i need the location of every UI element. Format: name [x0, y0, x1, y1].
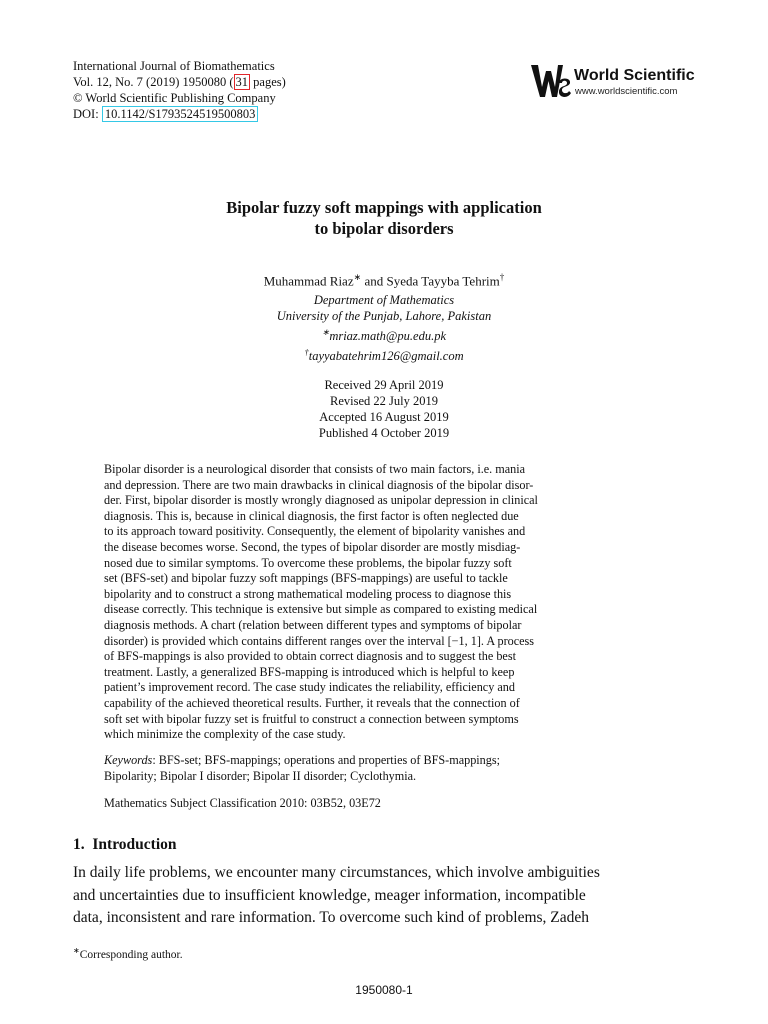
body-line: and uncertainties due to insufficient knowledge, meager information, incompatible: [73, 886, 586, 904]
affiliation: [0, 292, 768, 364]
abstract-line: to its approach toward positivity. Consequently, the element of bipolarity vanishes and: [104, 524, 526, 539]
abstract-line: diagnosis methods. A chart (relation between different types and symptoms of bipolar: [104, 617, 522, 632]
pages-link[interactable]: 31: [235, 75, 249, 89]
abstract-line: der. First, bipolar disorder is mostly wrongly diagnosed as unipolar depression in clinical: [104, 493, 538, 508]
abstract-line: which minimize the complexity of the case study.: [104, 727, 346, 742]
abstract-line: treatment. Lastly, a generalized BFS-mapping is introduced which is helpful to keep: [104, 664, 515, 679]
publisher-name: World Scientific: [574, 67, 695, 84]
body-line: data, inconsistent and rare information. To overcome such kind of problems, Zadeh: [73, 909, 590, 926]
publication-dates: [0, 377, 768, 441]
date-accepted: Accepted 16 August 2019: [319, 410, 449, 424]
abstract-line: of BFS-mappings is also provided to obtain correct diagnosis and to suggest the best: [104, 649, 516, 664]
date-revised: Revised 22 July 2019: [330, 394, 438, 408]
abstract-line: diagnosis. This is, because in clinical diagnosis, the first factor is often neglected due: [104, 508, 519, 523]
university: University of the Punjab, Lahore, Pakistan: [276, 309, 492, 323]
copyright-line: © World Scientific Publishing Company: [73, 91, 276, 105]
world-scientific-logo-icon: [529, 63, 571, 99]
author-line: Muhammad Riaz∗ and Syeda Tayyba Tehrim†: [263, 272, 505, 289]
volume-info: Vol. 12, No. 7 (2019) 1950080 ( 31 pages): [73, 75, 286, 89]
email: ∗mriaz.math@pu.edu.pk: [321, 327, 447, 344]
copyright-icon: ©: [73, 91, 83, 105]
doi-link[interactable]: 10.1142/S1793524519500803: [102, 106, 259, 122]
doi-line: DOI: 10.1142/S1793524519500803: [73, 106, 286, 122]
abstract-line: disease correctly. This technique is extensive but simple as compared to existing medical: [104, 602, 538, 617]
introduction-text: [73, 862, 695, 930]
journal-name: International Journal of Biomathematics: [73, 59, 275, 73]
abstract-line: bipolarity and to construct a strong mathematical modeling process to diagnose this: [104, 586, 512, 601]
author-name: Muhammad Riaz: [263, 273, 354, 289]
page-number: 1950080-1: [355, 983, 413, 997]
abstract-line: and depression. There are two main drawbacks in clinical diagnosis of the bipolar disor-: [104, 477, 534, 492]
abstract-line: patient’s improvement record. The case study indicates the reliability, efficiency and: [104, 680, 515, 695]
keywords: Keywords: BFS-set; BFS-mappings; operations and properties of BFS-mappings; Bipolarity; Bipolar I disorder; Bipolar II disorder; Cyclothymia.: [104, 753, 500, 783]
publisher-url: www.worldscientific.com: [575, 86, 678, 97]
abstract-line: capability of the achieved theoretical results. Further, it reveals that the connection of: [104, 695, 520, 710]
abstract-line: soft set with bipolar fuzzy set is fruitful to construct a connection between symptoms: [104, 711, 519, 726]
author-name: Syeda Tayyba Tehrim: [386, 273, 500, 289]
abstract-line: set (BFS-set) and bipolar fuzzy soft mappings (BFS-mappings) are useful to tackle: [104, 571, 508, 586]
keywords-label: Keywords: [104, 753, 153, 767]
abstract-line: disorder) is provided which contains different ranges over the interval [−1, 1]. A process: [104, 633, 535, 648]
paper-title: Bipolar fuzzy soft mappings with application to bipolar disorders: [226, 198, 542, 238]
subject-classification: Mathematics Subject Classification 2010: 03B52, 03E72: [104, 796, 381, 810]
body-line: In daily life problems, we encounter many circumstances, which involve ambiguities: [73, 864, 600, 881]
footnote: ∗Corresponding author.: [73, 946, 183, 961]
department: Department of Mathematics: [313, 293, 455, 307]
abstract-line: the disease becomes worse. Second, the types of bipolar disorder are mostly misdiag-: [104, 539, 521, 554]
abstract: [104, 462, 664, 743]
publisher-logo: [529, 63, 704, 99]
email: †tayyabatehrim126@gmail.com: [304, 347, 464, 364]
section-heading: 1. Introduction: [73, 836, 177, 853]
abstract-line: nosed due to similar symptoms. To overcome these problems, the bipolar fuzzy soft: [104, 555, 512, 570]
date-published: Published 4 October 2019: [318, 426, 450, 440]
date-received: Received 29 April 2019: [324, 378, 444, 392]
journal-header: [73, 58, 286, 122]
abstract-line: Bipolar disorder is a neurological disorder that consists of two main factors, i.e. mania: [104, 462, 526, 476]
